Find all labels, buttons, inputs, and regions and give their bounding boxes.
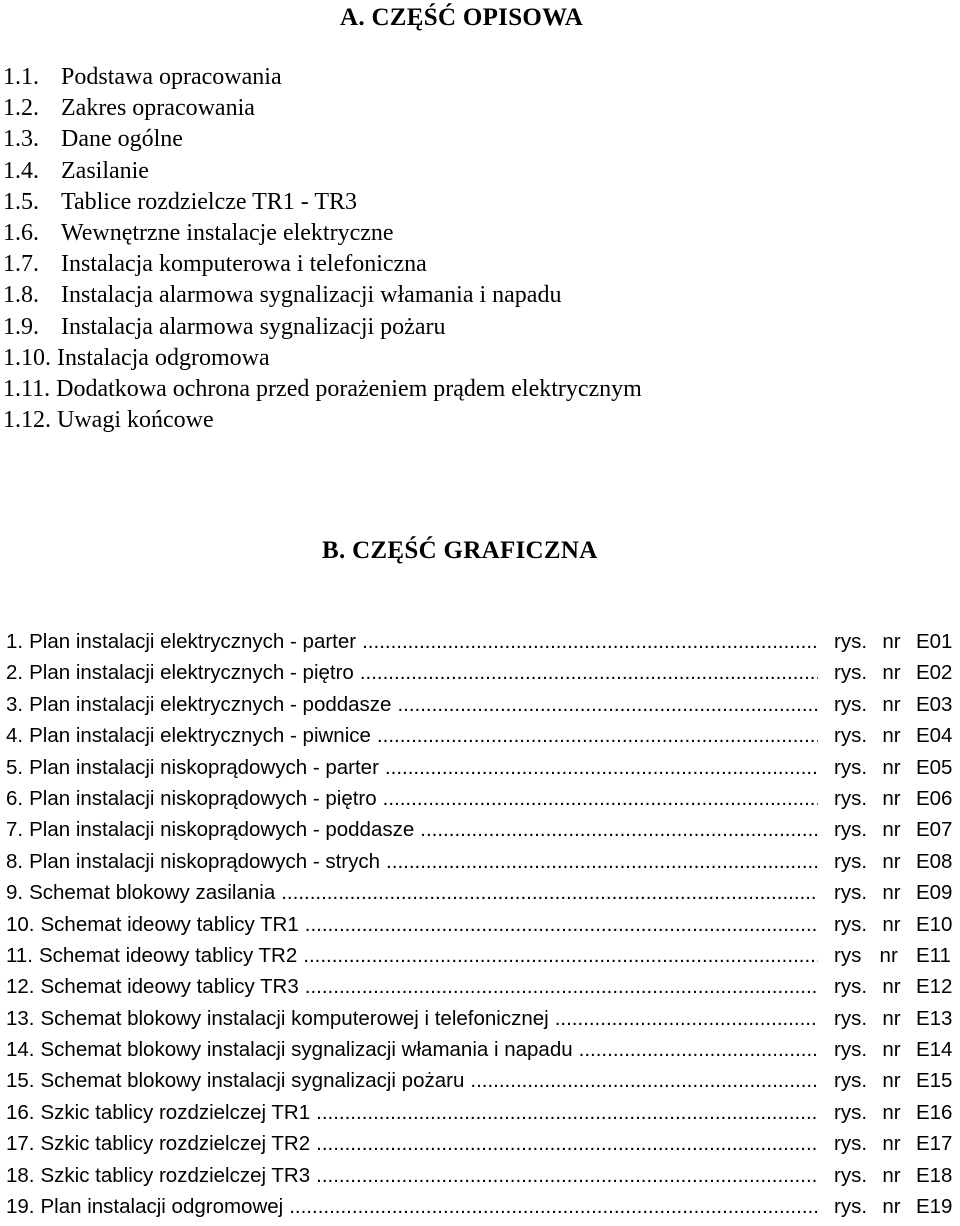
toc-b-item-number: 12. xyxy=(6,975,35,999)
toc-b-item-number: 17. xyxy=(6,1132,35,1156)
toc-a-item-title: Zakres opracowania xyxy=(61,95,255,122)
drawing-reference xyxy=(834,689,958,720)
toc-a-item xyxy=(3,156,642,187)
drawing-label: rys. xyxy=(834,630,868,653)
dot-leader xyxy=(362,626,818,657)
drawing-code: E06 xyxy=(915,786,953,810)
drawing-label: rys. xyxy=(834,1132,868,1156)
dot-leader xyxy=(377,720,818,751)
number-label: nr xyxy=(882,912,901,936)
toc-b-item xyxy=(6,1034,958,1065)
number-label: nr xyxy=(882,1038,901,1062)
number-label: nr xyxy=(882,849,901,873)
drawing-code: E16 xyxy=(915,1100,953,1124)
toc-a-item-number: 1.7. xyxy=(3,251,39,278)
toc-b-item-title: Plan instalacji niskoprądowych - piętro xyxy=(29,786,377,810)
drawing-label: rys. xyxy=(834,975,868,999)
toc-a-item xyxy=(3,124,642,155)
number-label: nr xyxy=(882,1163,901,1187)
toc-b-item-title: Plan instalacji elektrycznych - parter xyxy=(29,630,357,653)
toc-b-item-number: 19. xyxy=(6,1195,35,1219)
dot-leader xyxy=(303,940,818,971)
number-label: nr xyxy=(882,692,901,716)
toc-b-item xyxy=(6,909,958,940)
toc-a-item-title: Instalacja alarmowa sygnalizacji pożaru xyxy=(61,313,446,340)
drawing-label: rys. xyxy=(834,1069,868,1093)
toc-b-item-title: Schemat blokowy zasilania xyxy=(29,881,276,905)
number-label: nr xyxy=(882,1100,901,1124)
dot-leader xyxy=(397,689,818,720)
drawing-reference xyxy=(834,1065,958,1096)
drawing-label: rys. xyxy=(834,724,868,748)
drawing-reference xyxy=(834,1191,958,1222)
toc-b-item-number: 4. xyxy=(6,724,24,748)
dot-leader xyxy=(420,814,818,845)
dot-leader xyxy=(316,1128,818,1159)
toc-b-item xyxy=(6,814,958,845)
toc-b-item-title: Plan instalacji elektrycznych - poddasze xyxy=(29,692,392,716)
dot-leader xyxy=(579,1034,818,1065)
dot-leader xyxy=(305,909,818,940)
toc-b-item-number: 15. xyxy=(6,1069,35,1093)
toc-b-item xyxy=(6,1065,958,1096)
drawing-code: E10 xyxy=(915,912,953,936)
drawing-code: E18 xyxy=(915,1163,953,1187)
toc-b-item xyxy=(6,720,958,751)
number-label: nr xyxy=(882,818,901,842)
drawing-reference xyxy=(834,846,958,877)
toc-b-item-title: Schemat blokowy instalacji sygnalizacji pożaru xyxy=(40,1069,465,1093)
toc-a-item xyxy=(3,93,642,124)
drawing-reference xyxy=(834,1160,958,1191)
drawing-reference xyxy=(834,626,958,657)
drawing-reference xyxy=(834,1034,958,1065)
drawing-reference xyxy=(834,1128,958,1159)
number-label: nr xyxy=(882,1132,901,1156)
drawing-code: E02 xyxy=(915,661,953,685)
toc-b-item-number: 14. xyxy=(6,1038,35,1062)
toc-a-item-title: Dodatkowa ochrona przed porażeniem prądem elektrycznym xyxy=(56,375,642,402)
dot-leader xyxy=(281,877,818,908)
toc-b-item-number: 13. xyxy=(6,1006,35,1030)
toc-b-item xyxy=(6,877,958,908)
number-label: nr xyxy=(882,755,901,779)
toc-a-item-title: Instalacja odgromowa xyxy=(57,344,270,371)
drawing-label: rys. xyxy=(834,849,868,873)
drawing-code: E03 xyxy=(915,692,953,716)
toc-a-item xyxy=(3,62,642,93)
toc-b-item-title: Plan instalacji niskoprądowych - parter xyxy=(29,755,379,779)
toc-b-item xyxy=(6,940,958,971)
drawing-code: E09 xyxy=(915,881,953,905)
toc-a-item xyxy=(3,343,642,374)
toc-b-item-number: 16. xyxy=(6,1100,35,1124)
number-label: nr xyxy=(882,786,901,810)
toc-b-item xyxy=(6,1003,958,1034)
drawing-code: E12 xyxy=(915,975,953,999)
toc-b-item-title: Szkic tablicy rozdzielczej TR1 xyxy=(40,1100,311,1124)
section-b-heading: B. CZĘŚĆ GRAFICZNA xyxy=(322,537,598,564)
toc-a-item-number: 1.5. xyxy=(3,188,39,215)
toc-b-item xyxy=(6,657,958,688)
toc-b-item-number: 5. xyxy=(6,755,24,779)
dot-leader xyxy=(385,752,818,783)
toc-b-item-title: Schemat blokowy instalacji sygnalizacji włamania i napadu xyxy=(40,1038,573,1062)
dot-leader xyxy=(316,1160,818,1191)
toc-b-item-number: 10. xyxy=(6,912,35,936)
toc-b-item-title: Plan instalacji elektrycznych - piętro xyxy=(29,661,354,685)
toc-b-item-title: Schemat ideowy tablicy TR1 xyxy=(40,912,299,936)
toc-b-item-number: 6. xyxy=(6,786,24,810)
toc-a-item-title: Wewnętrzne instalacje elektryczne xyxy=(61,219,394,246)
drawing-reference xyxy=(834,752,958,783)
number-label: nr xyxy=(882,975,901,999)
toc-a-item-number: 1.12. xyxy=(3,407,51,434)
toc-b-item-number: 11. xyxy=(6,943,33,967)
toc-b-item-title: Schemat blokowy instalacji komputerowej i telefonicznej xyxy=(40,1006,549,1030)
toc-b-item-number: 3. xyxy=(6,692,24,716)
drawing-label: rys. xyxy=(834,1038,868,1062)
drawing-code: E15 xyxy=(915,1069,953,1093)
drawing-label: rys. xyxy=(834,912,868,936)
toc-a-item xyxy=(3,218,642,249)
toc-b-item-title: Plan instalacji elektrycznych - piwnice xyxy=(29,724,371,748)
dot-leader xyxy=(386,846,818,877)
toc-b-item-number: 1. xyxy=(6,630,24,653)
toc-a-item-number: 1.11. xyxy=(3,375,51,402)
toc-b-item-number: 8. xyxy=(6,849,24,873)
dot-leader xyxy=(305,971,818,1002)
toc-a-item-title: Tablice rozdzielcze TR1 - TR3 xyxy=(61,188,357,215)
toc-b-item-number: 7. xyxy=(6,818,24,842)
toc-a-item-number: 1.1. xyxy=(3,64,39,90)
toc-b-item-title: Schemat ideowy tablicy TR2 xyxy=(38,943,298,967)
section-b-list xyxy=(6,626,958,1222)
drawing-reference xyxy=(834,657,958,688)
toc-b-item xyxy=(6,1191,958,1222)
drawing-label: rys. xyxy=(834,1006,868,1030)
toc-a-item-number: 1.9. xyxy=(3,313,39,340)
toc-a-item-title: Uwagi końcowe xyxy=(57,407,214,434)
toc-b-item-title: Plan instalacji niskoprądowych - poddasze xyxy=(29,818,415,842)
toc-a-item-title: Podstawa opracowania xyxy=(61,64,282,90)
toc-b-item xyxy=(6,626,958,657)
toc-a-item-number: 1.10. xyxy=(3,344,51,371)
toc-a-item-number: 1.4. xyxy=(3,157,39,184)
toc-a-item xyxy=(3,374,642,405)
toc-b-item-number: 9. xyxy=(6,881,24,905)
drawing-code: E05 xyxy=(915,755,953,779)
number-label: nr xyxy=(882,1006,901,1030)
drawing-label: rys. xyxy=(834,1100,868,1124)
toc-b-item-number: 18. xyxy=(6,1163,35,1187)
toc-a-item xyxy=(3,405,642,436)
number-label: nr xyxy=(879,943,898,967)
drawing-label: rys. xyxy=(834,661,868,685)
dot-leader xyxy=(289,1191,818,1222)
drawing-reference xyxy=(834,909,958,940)
drawing-label: rys. xyxy=(834,818,868,842)
dot-leader xyxy=(360,657,818,688)
drawing-label: rys. xyxy=(834,692,868,716)
drawing-label: rys. xyxy=(834,1163,868,1187)
drawing-label: rys xyxy=(834,943,862,967)
toc-a-item-title: Zasilanie xyxy=(61,157,149,184)
toc-b-item xyxy=(6,1097,958,1128)
drawing-reference xyxy=(834,877,958,908)
drawing-label: rys. xyxy=(834,755,868,779)
toc-b-item xyxy=(6,846,958,877)
toc-a-item xyxy=(3,312,642,343)
drawing-reference xyxy=(834,940,958,971)
toc-a-item-title: Instalacja alarmowa sygnalizacji włamania i napadu xyxy=(61,282,562,309)
number-label: nr xyxy=(882,1069,901,1093)
toc-a-item-number: 1.2. xyxy=(3,95,39,122)
drawing-code: E13 xyxy=(915,1006,953,1030)
drawing-label: rys. xyxy=(834,786,868,810)
drawing-code: E08 xyxy=(915,849,953,873)
toc-a-item-number: 1.3. xyxy=(3,126,39,153)
drawing-code: E17 xyxy=(915,1132,953,1156)
toc-b-item-title: Schemat ideowy tablicy TR3 xyxy=(40,975,299,999)
drawing-reference xyxy=(834,971,958,1002)
drawing-code: E11 xyxy=(916,943,951,967)
drawing-reference xyxy=(834,720,958,751)
section-a-heading: A. CZĘŚĆ OPISOWA xyxy=(340,4,584,31)
section-a-list xyxy=(3,62,642,436)
dot-leader xyxy=(316,1097,818,1128)
drawing-code: E19 xyxy=(915,1195,953,1219)
toc-b-item-title: Plan instalacji odgromowej xyxy=(40,1195,284,1219)
toc-a-item-title: Instalacja komputerowa i telefoniczna xyxy=(61,251,427,278)
drawing-code: E07 xyxy=(915,818,953,842)
toc-a-item-number: 1.8. xyxy=(3,282,39,309)
toc-a-item xyxy=(3,249,642,280)
toc-b-item-title: Szkic tablicy rozdzielczej TR2 xyxy=(40,1132,311,1156)
dot-leader xyxy=(470,1065,818,1096)
drawing-reference xyxy=(834,1003,958,1034)
toc-b-item xyxy=(6,1128,958,1159)
toc-a-item-number: 1.6. xyxy=(3,219,39,246)
drawing-reference xyxy=(834,1097,958,1128)
drawing-code: E14 xyxy=(915,1038,953,1062)
toc-b-item xyxy=(6,752,958,783)
toc-b-item xyxy=(6,1160,958,1191)
drawing-label: rys. xyxy=(834,1195,868,1219)
toc-b-item xyxy=(6,783,958,814)
toc-b-item xyxy=(6,971,958,1002)
toc-a-item xyxy=(3,280,642,311)
number-label: nr xyxy=(882,630,901,653)
number-label: nr xyxy=(882,661,901,685)
toc-b-item-title: Szkic tablicy rozdzielczej TR3 xyxy=(40,1163,311,1187)
number-label: nr xyxy=(882,881,901,905)
dot-leader xyxy=(383,783,818,814)
drawing-code: E01 xyxy=(915,630,953,653)
toc-a-item xyxy=(3,187,642,218)
number-label: nr xyxy=(882,1195,901,1219)
drawing-reference xyxy=(834,814,958,845)
drawing-code: E04 xyxy=(915,724,953,748)
toc-a-item-title: Dane ogólne xyxy=(61,126,183,153)
dot-leader xyxy=(555,1003,818,1034)
toc-b-item xyxy=(6,689,958,720)
drawing-reference xyxy=(834,783,958,814)
drawing-label: rys. xyxy=(834,881,868,905)
toc-b-item-number: 2. xyxy=(6,661,24,685)
number-label: nr xyxy=(882,724,901,748)
toc-b-item-title: Plan instalacji niskoprądowych - strych xyxy=(29,849,381,873)
